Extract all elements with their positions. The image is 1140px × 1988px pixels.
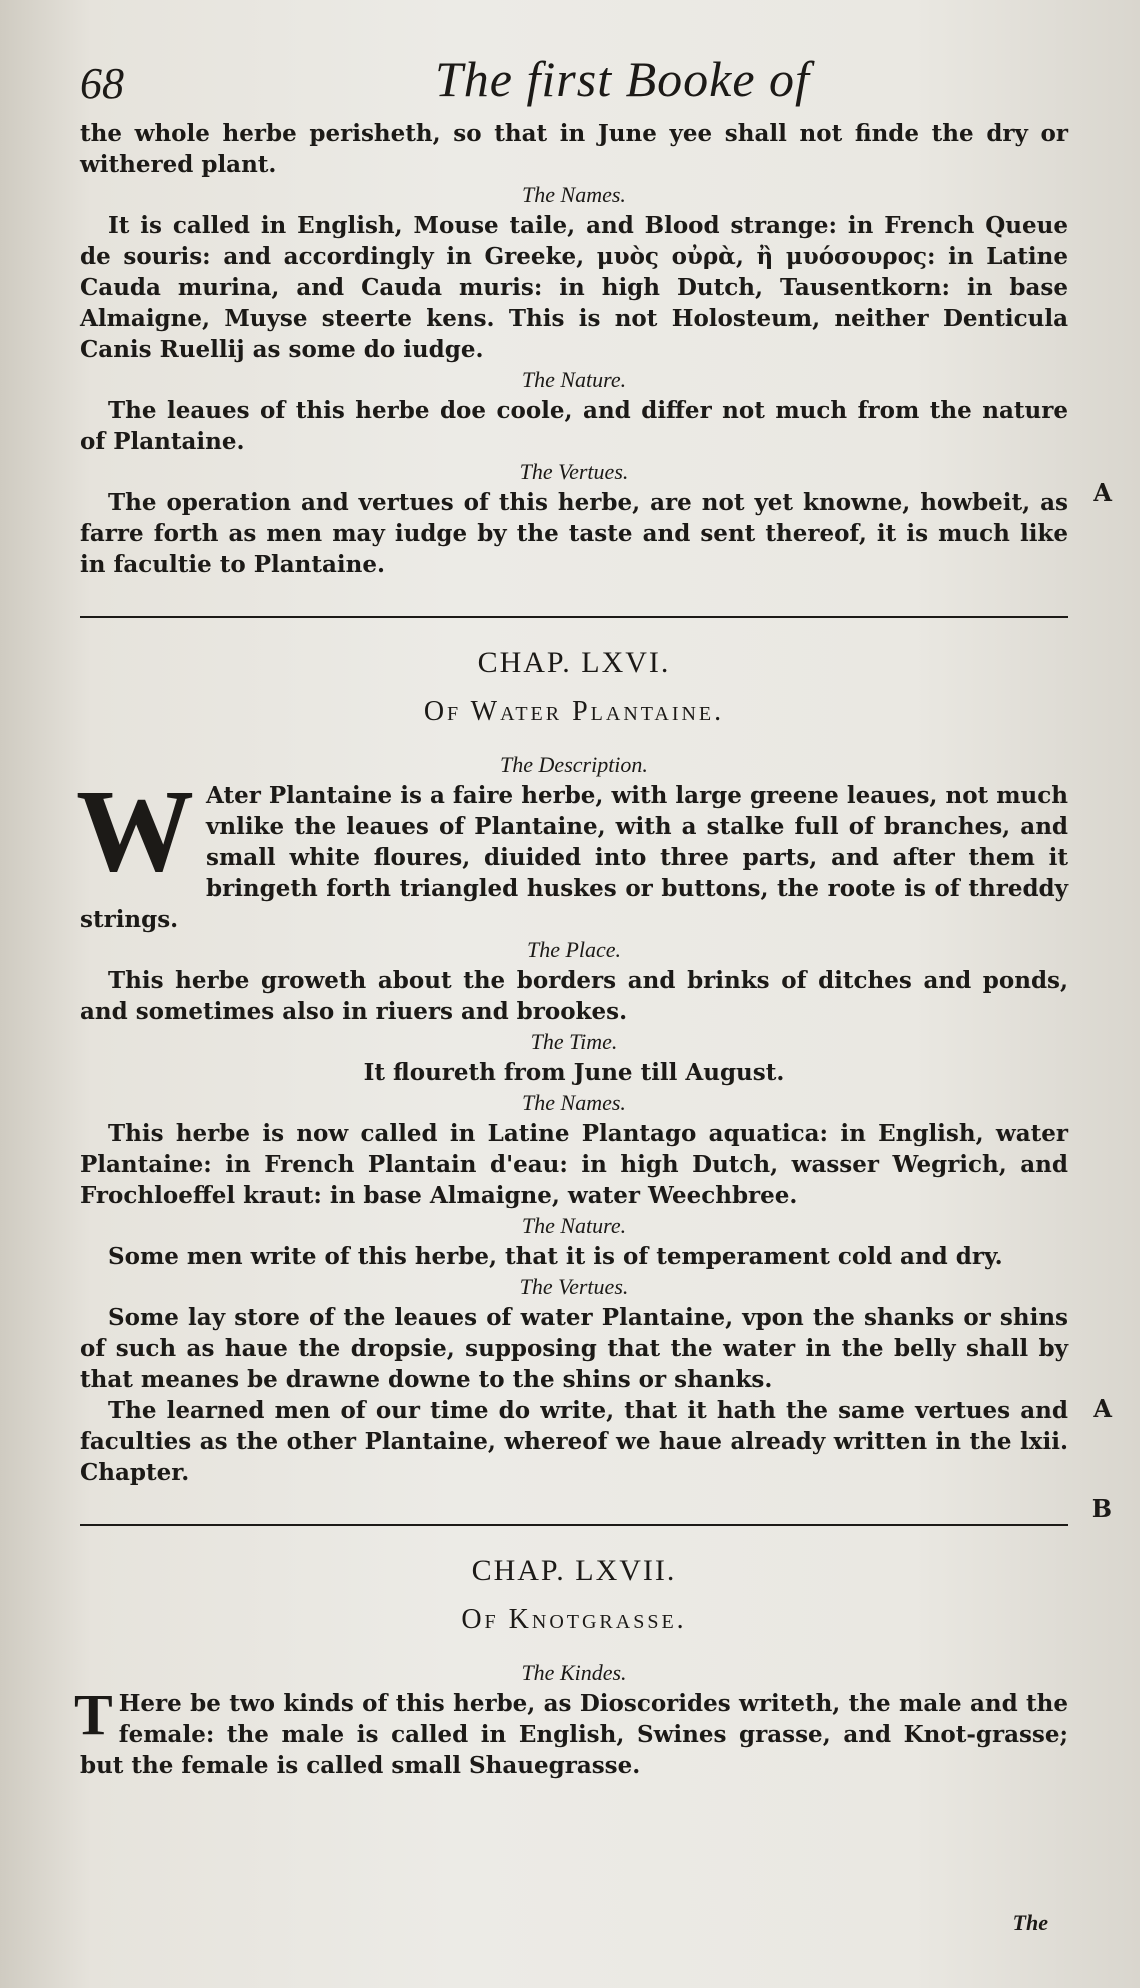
chapter-divider-2	[80, 1524, 1068, 1526]
time-heading: The Time.	[530, 1029, 618, 1054]
catchword: The	[1012, 1910, 1048, 1935]
description-heading: The Description.	[500, 752, 648, 777]
kindes-text: Here be two kinds of this herbe, as Dioscorides writeth, the male and the female: the male is called in English, Swines grasse, and Knot-grasse; but the female is called small Shauegrasse.	[80, 1690, 1068, 1779]
vertues-heading-66: The Vertues.	[519, 1274, 629, 1299]
intro-line: the whole herbe perisheth, so that in June yee shall not finde the dry or withered plant.	[80, 120, 1068, 178]
drop-cap-w: W	[76, 765, 194, 896]
description-text: Ater Plantaine is a faire herbe, with large greene leaues, not much vnlike the leaues of Plantaine, with a stalke full of branches, and small white floures, diuided into three parts, and after them it bringeth forth triangled huskes or buttons, the roote is of threddy strings.	[80, 782, 1068, 933]
vertues-paragraph-66-a: Some lay store of the leaues of water Plantaine, vpon the shanks or shins of such as haue the dropsie, supposing that the water in the belly shall by that meanes be drawne downe to the shins or shanks.	[80, 1304, 1068, 1393]
page-header	[80, 40, 1068, 118]
chapter-67-title: CHAP. LXVII.	[471, 1554, 677, 1587]
vertues-heading: The Vertues.	[519, 459, 629, 484]
nature-paragraph: The leaues of this herbe doe coole, and differ not much from the nature of Plantaine.	[80, 397, 1068, 455]
drop-cap-t: T	[74, 1682, 113, 1747]
chapter-66-subtitle: Of Water Plantaine.	[423, 696, 725, 727]
names-heading-66: The Names.	[522, 1090, 626, 1115]
nature-heading: The Nature.	[521, 367, 627, 392]
nature-heading-66: The Nature.	[521, 1213, 627, 1238]
chapter-divider	[80, 616, 1068, 618]
time-paragraph: It floureth from June till August.	[363, 1059, 785, 1086]
vertues-paragraph-66-b: The learned men of our time do write, that it hath the same vertues and faculties as the other Plantaine, whereof we haue already written in the lxii. Chapter.	[80, 1397, 1068, 1486]
names-paragraph-66: This herbe is now called in Latine Plantago aquatica: in English, water Plantaine: in French Plantain d'eau: in high Dutch, wasser Wegrich, and Frochloeffel kraut: in base Almaigne, water Weechbree.	[80, 1120, 1068, 1209]
chapter-67-subtitle: Of Knotgrasse.	[461, 1604, 687, 1635]
margin-note-a-top: A	[1093, 478, 1112, 507]
kindes-paragraph	[74, 1682, 1068, 1781]
margin-note-a: A	[1093, 1394, 1112, 1423]
place-heading: The Place.	[526, 937, 622, 962]
place-paragraph: This herbe groweth about the borders and brinks of ditches and ponds, and sometimes also in riuers and brookes.	[80, 967, 1068, 1025]
kindes-heading: The Kindes.	[521, 1660, 627, 1685]
names-heading: The Names.	[522, 182, 626, 207]
vertues-paragraph: The operation and vertues of this herbe, are not yet knowne, howbeit, as farre forth as men may iudge by the taste and sent thereof, it is much like in facultie to Plantaine.	[80, 489, 1068, 578]
page-number: 68	[80, 59, 124, 108]
names-paragraph: It is called in English, Mouse taile, and Blood strange: in French Queue de souris: and accordingly in Greeke, μυὸς οὐρὰ, ἢ μυόσουρος: in Latine Cauda murina, and Cauda muris: in high Dutch, Tausentkorn: in base Almaigne, Muyse steerte kens. This is not Holosteum, neither Denticula Canis Ruellij as some do iudge.	[80, 212, 1068, 363]
margin-note-b: B	[1091, 1494, 1112, 1523]
chapter-66-title: CHAP. LXVI.	[477, 646, 671, 679]
description-paragraph	[76, 765, 1068, 935]
running-head: The first Booke of	[435, 51, 810, 107]
nature-paragraph-66: Some men write of this herbe, that it is of temperament cold and dry.	[108, 1243, 1003, 1270]
